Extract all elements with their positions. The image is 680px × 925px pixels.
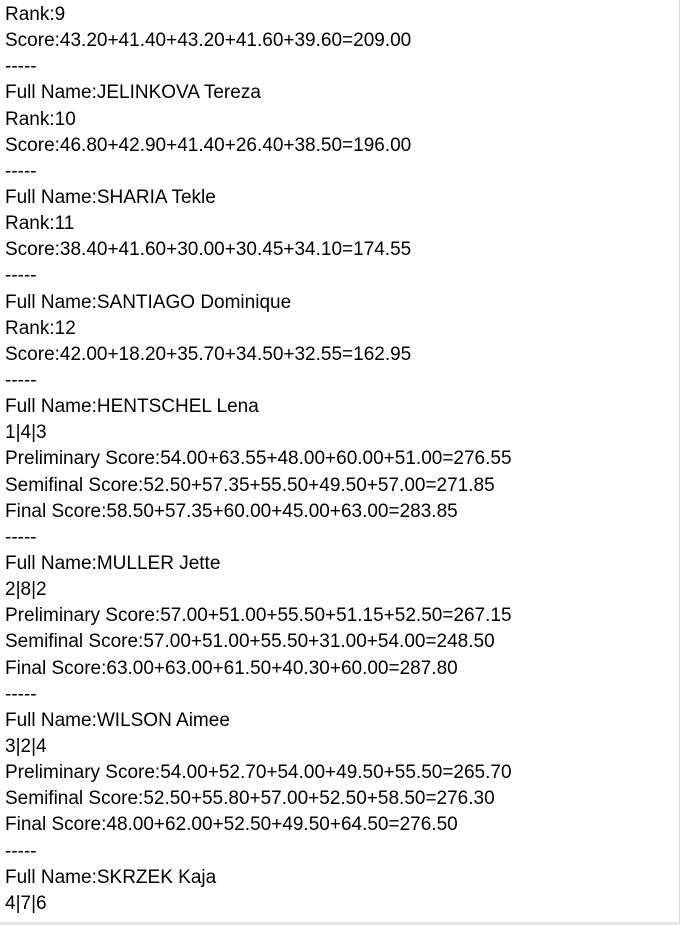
separator-line: ----- bbox=[5, 369, 37, 391]
text-line: Rank:10 bbox=[5, 108, 76, 130]
text-line: Rank:12 bbox=[5, 317, 76, 339]
text-line: Preliminary Score:54.00+63.55+48.00+60.00+51.00=276.55 bbox=[5, 448, 512, 470]
separator-line: ----- bbox=[5, 683, 37, 705]
text-line: Score:43.20+41.40+43.20+41.60+39.60=209.00 bbox=[5, 30, 412, 52]
text-line: Rank:11 bbox=[5, 213, 75, 235]
text-line: Semifinal Score:52.50+57.35+55.50+49.50+57.00=271.85 bbox=[5, 474, 495, 496]
text-line: Semifinal Score:57.00+51.00+55.50+31.00+54.00=248.50 bbox=[5, 631, 495, 653]
text-line: Full Name:SHARIA Tekle bbox=[5, 186, 216, 208]
text-line: Preliminary Score:57.00+51.00+55.50+51.15+52.50=267.15 bbox=[5, 605, 512, 627]
text-line: Full Name:WILSON Aimee bbox=[5, 709, 230, 731]
text-line: Final Score:63.00+63.00+61.50+40.30+60.00=287.80 bbox=[5, 657, 458, 679]
text-line: Final Score:58.50+57.35+60.00+45.00+63.00=283.85 bbox=[5, 500, 458, 522]
text-line: Full Name:JELINKOVA Tereza bbox=[5, 82, 261, 104]
text-content[interactable] bbox=[5, 2, 675, 917]
text-line: 3|2|4 bbox=[5, 735, 47, 757]
text-line: Semifinal Score:52.50+55.80+57.00+52.50+58.50=276.30 bbox=[5, 788, 495, 810]
text-line: Full Name:SKRZEK Kaja bbox=[5, 866, 217, 888]
text-line: Full Name:HENTSCHEL Lena bbox=[5, 396, 259, 418]
text-line: Full Name:MULLER Jette bbox=[5, 552, 221, 574]
separator-line: ----- bbox=[5, 160, 37, 182]
separator-line: ----- bbox=[5, 265, 37, 287]
separator-line: ----- bbox=[5, 56, 37, 78]
text-line: Score:46.80+42.90+41.40+26.40+38.50=196.00 bbox=[5, 134, 412, 156]
text-line: Score:42.00+18.20+35.70+34.50+32.55=162.95 bbox=[5, 343, 412, 365]
text-line: 1|4|3 bbox=[5, 422, 47, 444]
text-line: Full Name:SANTIAGO Dominique bbox=[5, 291, 292, 313]
separator-line: ----- bbox=[5, 840, 37, 862]
text-line: Score:38.40+41.60+30.00+30.45+34.10=174.55 bbox=[5, 239, 412, 261]
text-line: Preliminary Score:54.00+52.70+54.00+49.50+55.50=265.70 bbox=[5, 762, 512, 784]
separator-line: ----- bbox=[5, 526, 37, 548]
text-line: 2|8|2 bbox=[5, 579, 47, 601]
text-line: 4|7|6 bbox=[5, 892, 47, 914]
text-line: Rank:9 bbox=[5, 4, 66, 25]
text-line: Final Score:48.00+62.00+52.50+49.50+64.50=276.50 bbox=[5, 814, 458, 836]
